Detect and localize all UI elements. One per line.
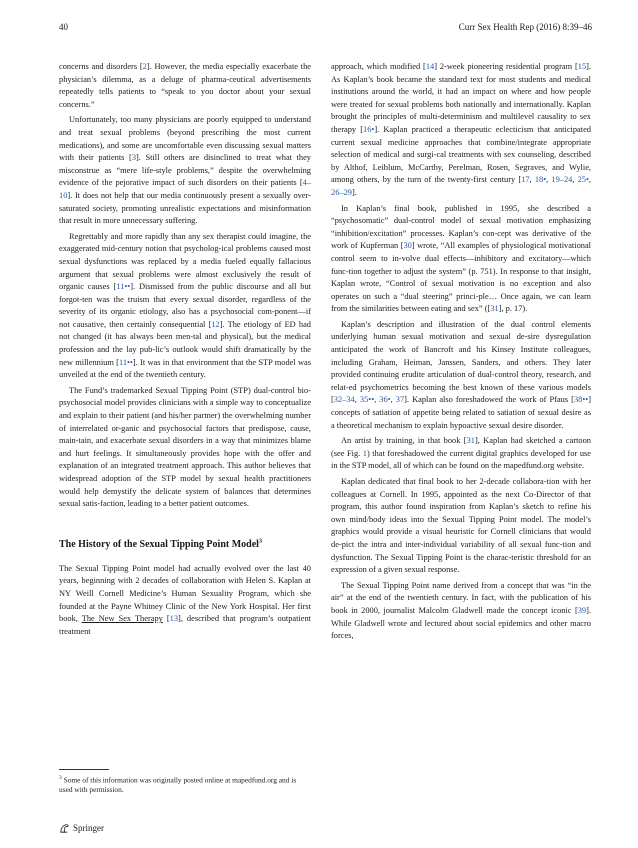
reference-link[interactable]: 12 bbox=[211, 319, 220, 329]
paragraph: Kaplan dedicated that final book to her 2-decade collabora-tion with her colleagues at Cornell. In 1995, appointed as the next Co-Director of that program, this author found inspiration from Kaplan’s sketch to refine his own mind/body ideas into the Sexual Tipping Point model. The model’s graphics would provide a visual heuristic for Cornell clinicians that would de-pict the intra and inter-individual variability of all sexual func-tion and dysfunction. The Sexual Tipping Point is the charac-teristic threshold for an expression of a given sexual response. bbox=[331, 477, 591, 575]
reference-link[interactable]: 18• bbox=[534, 175, 547, 185]
reference-link[interactable]: 2 bbox=[142, 62, 147, 71]
text: ]. Still others are disinclined to treat what they misconstrue as “mere life-style problems,” despite the overwhelming evidence of the pejorative impact of such disorders on their patients [ bbox=[59, 153, 311, 188]
reference-link[interactable]: 39 bbox=[577, 605, 587, 615]
paragraph: The Fund’s trademarked Sexual Tipping Point (STP) dual-control bio-psychosocial model provides clinicians with a simple way to conceptualize and explain to their patient (and his/her partner) the overwhelming number of interrelated or-ganic and psychosocial factors that predispose, cause, main-tain, and exacerbate sexual disorders in a way that minimizes blame and hurt feelings. It simultaneously provides hope with the offer and explanation of an integrated treatment approach. This author believes that widespread adoption of the STP model by sexual health practitioners would help demystify the delicate system of balances that determines sexual satis-faction, leading to a better patient outcomes. bbox=[59, 385, 311, 509]
paragraph bbox=[59, 563, 311, 639]
reference-link[interactable]: 11•• bbox=[118, 357, 133, 367]
text: ]. The etiology of ED had not changed (it has always been men-tal and physical), but the medical profession and the lay pub-lic’s outlook would shift dramatically by the new millennium [ bbox=[59, 319, 311, 367]
text: In Kaplan’s final book, published in 1995, she described a “psychosomatic” dual-control model of sexual motivation emphasizing “inhibition/excitation” processes. Kaplan’s con-cept was derivative of the work of Kupferman [ bbox=[331, 203, 591, 251]
reference-link[interactable]: 13 bbox=[169, 614, 179, 624]
text: ) that foreshadowed the current digital graphics developed for use in the STP model, all of which can be found on the mapedfund.org website. bbox=[331, 448, 591, 471]
paragraph bbox=[331, 203, 591, 316]
left-column bbox=[59, 61, 311, 641]
reference-link[interactable]: 15 bbox=[577, 62, 587, 71]
text: , bbox=[529, 175, 535, 185]
text: , bbox=[374, 395, 380, 405]
text: ] 2-week pioneering residential program [ bbox=[434, 62, 578, 71]
text: The Sexual Tipping Point name derived from a concept that was “in the air” at the end of the twentieth century. In fact, with the publication of his book in 2000, journalist Malcolm Gladwell made the concept iconic [ bbox=[331, 580, 591, 615]
paragraph bbox=[59, 114, 311, 227]
text: , bbox=[546, 175, 552, 185]
reference-link[interactable]: 36• bbox=[379, 395, 391, 405]
reference-link[interactable]: 38•• bbox=[573, 395, 589, 405]
text: [ bbox=[162, 614, 170, 624]
footnote-rule bbox=[59, 769, 109, 770]
text: ], described that program’s outpatient treatment bbox=[59, 614, 312, 636]
paragraph bbox=[331, 319, 591, 432]
text: , bbox=[572, 175, 578, 185]
reference-link[interactable]: 25• bbox=[577, 175, 589, 185]
text: Unfortunately, too many physicians are poorly equipped to understand and treat sexual problems (beyond prescribing the most current medications), and some are uncomfortable even discussing sexual matters with their patients [ bbox=[59, 115, 311, 163]
text: The Sexual Tipping Point model had actually evolved over the last 40 years, beginning with 2 decades of collaboration with Helen S. Kaplan at NY Weill Cornell Medicine’s Human Sexuality Program, which she founded at the Payne Whitney Clinic of the New York Hospital. Her first book, bbox=[59, 563, 311, 624]
reference-link[interactable]: 19–24 bbox=[551, 175, 573, 185]
text: Regrettably and more rapidly than any sex therapist could imagine, the exaggerated mid-century notion that psycholog-ical problems caused most sexual dysfunctions was replaced by a media fueled equally fallacious argument that sexual problems were almost exclusively the result of organic causes [ bbox=[59, 231, 311, 292]
paragraph bbox=[59, 61, 311, 111]
springer-horse-icon bbox=[59, 823, 70, 834]
figure-link[interactable]: 1 bbox=[362, 448, 367, 458]
journal-citation: Curr Sex Health Rep (2016) 8:39–46 bbox=[458, 22, 592, 32]
text: Kaplan’s description and illustration of the dual control elements underlying human sexual motivation and sexual de-sire dysregulation anticipated the work of Bancroft and his Kinsey Institute colleagues, including Graham, Heiman, Janssen, Sanders, and others. They later provided continuing erudite articulation of dual-control theory, research, and relat-ed psychometrics becoming the best known of these various models [ bbox=[331, 319, 591, 405]
footnote bbox=[59, 769, 311, 795]
text: , bbox=[390, 395, 396, 405]
book-title: The New Sex Therapy bbox=[81, 614, 163, 624]
reference-link[interactable]: 35•• bbox=[359, 395, 375, 405]
reference-link[interactable]: 30 bbox=[403, 241, 412, 251]
reference-link[interactable]: 26–29 bbox=[331, 187, 352, 197]
paragraph bbox=[331, 61, 591, 200]
text: ]. However, the media especially exacerbate the physician’s dilemma, as a deluge of pharma-ceutical advertisements repeatedly tells patients to “speak to you doctor about your sexual concerns.” bbox=[59, 62, 311, 109]
reference-link[interactable]: 31 bbox=[490, 304, 499, 314]
reference-link[interactable]: 4–10 bbox=[59, 178, 311, 200]
text: ], p. 17). bbox=[498, 304, 528, 314]
text: ]. It does not help that our media continuously present a sexually over-saturated society, promoting unrealistic expectations and misinformation that result in more unnecessary suffering. bbox=[59, 190, 311, 226]
reference-link[interactable]: 32–34 bbox=[333, 395, 355, 405]
paragraph bbox=[59, 231, 311, 382]
page-number: 40 bbox=[59, 22, 68, 32]
text: , bbox=[354, 395, 360, 405]
text: concerns and disorders [ bbox=[59, 62, 143, 71]
right-column bbox=[331, 61, 591, 646]
footnote-number: 3 bbox=[59, 775, 62, 781]
reference-link[interactable]: 16• bbox=[363, 124, 375, 134]
text: ]. Kaplan also foreshadowed the work of Pfaus [ bbox=[404, 395, 574, 405]
text: ]. Dismissed from the public discourse and all but forgot-ten was the truism that every sexual disorder, regardless of the severity of its organic etiology, also has a psychosocial com-ponent—if not causative, then certainly consequential [ bbox=[59, 282, 311, 329]
text: ]. While Gladwell wrote and lectured about social epidemics and other macro forces, bbox=[331, 605, 591, 641]
section-heading-text: The History of the Sexual Tipping Point Model bbox=[59, 538, 259, 550]
footnote-marker[interactable]: 3 bbox=[258, 538, 262, 545]
publisher-name: Springer bbox=[73, 823, 104, 833]
text: ]. Kaplan practiced a therapeutic eclecticism that anticipated current sexual medicine approaches that combine/integrate appropriate selection of medical and surgi-cal treatments with sex counseling, described by Althof, Leiblum, McCarthy, Perelman, Rosen, Segraves, and Wylie, among others, by the turn of the twenty-first century [ bbox=[331, 124, 591, 185]
reference-link[interactable]: 37 bbox=[395, 395, 405, 405]
section-heading bbox=[59, 538, 311, 551]
text: ]. It was in that environment that the STP model was unveiled at the end of the twentieth century. bbox=[59, 357, 312, 380]
reference-link[interactable]: 31 bbox=[466, 436, 475, 446]
text: ]. As Kaplan’s book became the standard text for most students and medical institutions around the world, it had an impact on where and how people were treated for sexual problems both nationally and internationally. Kaplan brought the principles of multi-determinism and multilevel causality to sex therapy [ bbox=[331, 62, 592, 134]
footnote-text: Some of this information was originally posted online at mapedfund.org and is used with permission. bbox=[59, 775, 297, 795]
paragraph bbox=[331, 580, 591, 643]
reference-link[interactable]: 11•• bbox=[116, 282, 131, 292]
text: , bbox=[588, 175, 591, 185]
reference-link[interactable]: 3 bbox=[131, 153, 136, 163]
publisher-logo bbox=[59, 822, 104, 834]
text: An artist by training, in that book [ bbox=[341, 436, 467, 446]
text: ] wrote, “All examples of physiological motivational control seem to in-volve dual effects—inhibitory and excitatory—which func-tion together to adjust the system” (p. 751). In response to that insight, Kaplan wrote, “Control of sexual motivation is no exception and also operates on such a “dual steering” princi-ple… Once again, we can learn from the similarities between eating and sex” ([ bbox=[331, 241, 592, 314]
text: ] concepts of satiation of appetite being related to satiation of sexual desire as a theoretical mechanism to explain hypoactive sexual desire disorder. bbox=[331, 395, 592, 430]
reference-link[interactable]: 17 bbox=[521, 175, 530, 185]
paragraph bbox=[331, 435, 591, 473]
text: approach, which modified [ bbox=[331, 62, 426, 71]
text: ], Kaplan had sketched a cartoon (see Fig. bbox=[331, 436, 591, 458]
reference-link[interactable]: 14 bbox=[425, 62, 435, 71]
text: ]. bbox=[351, 187, 357, 197]
